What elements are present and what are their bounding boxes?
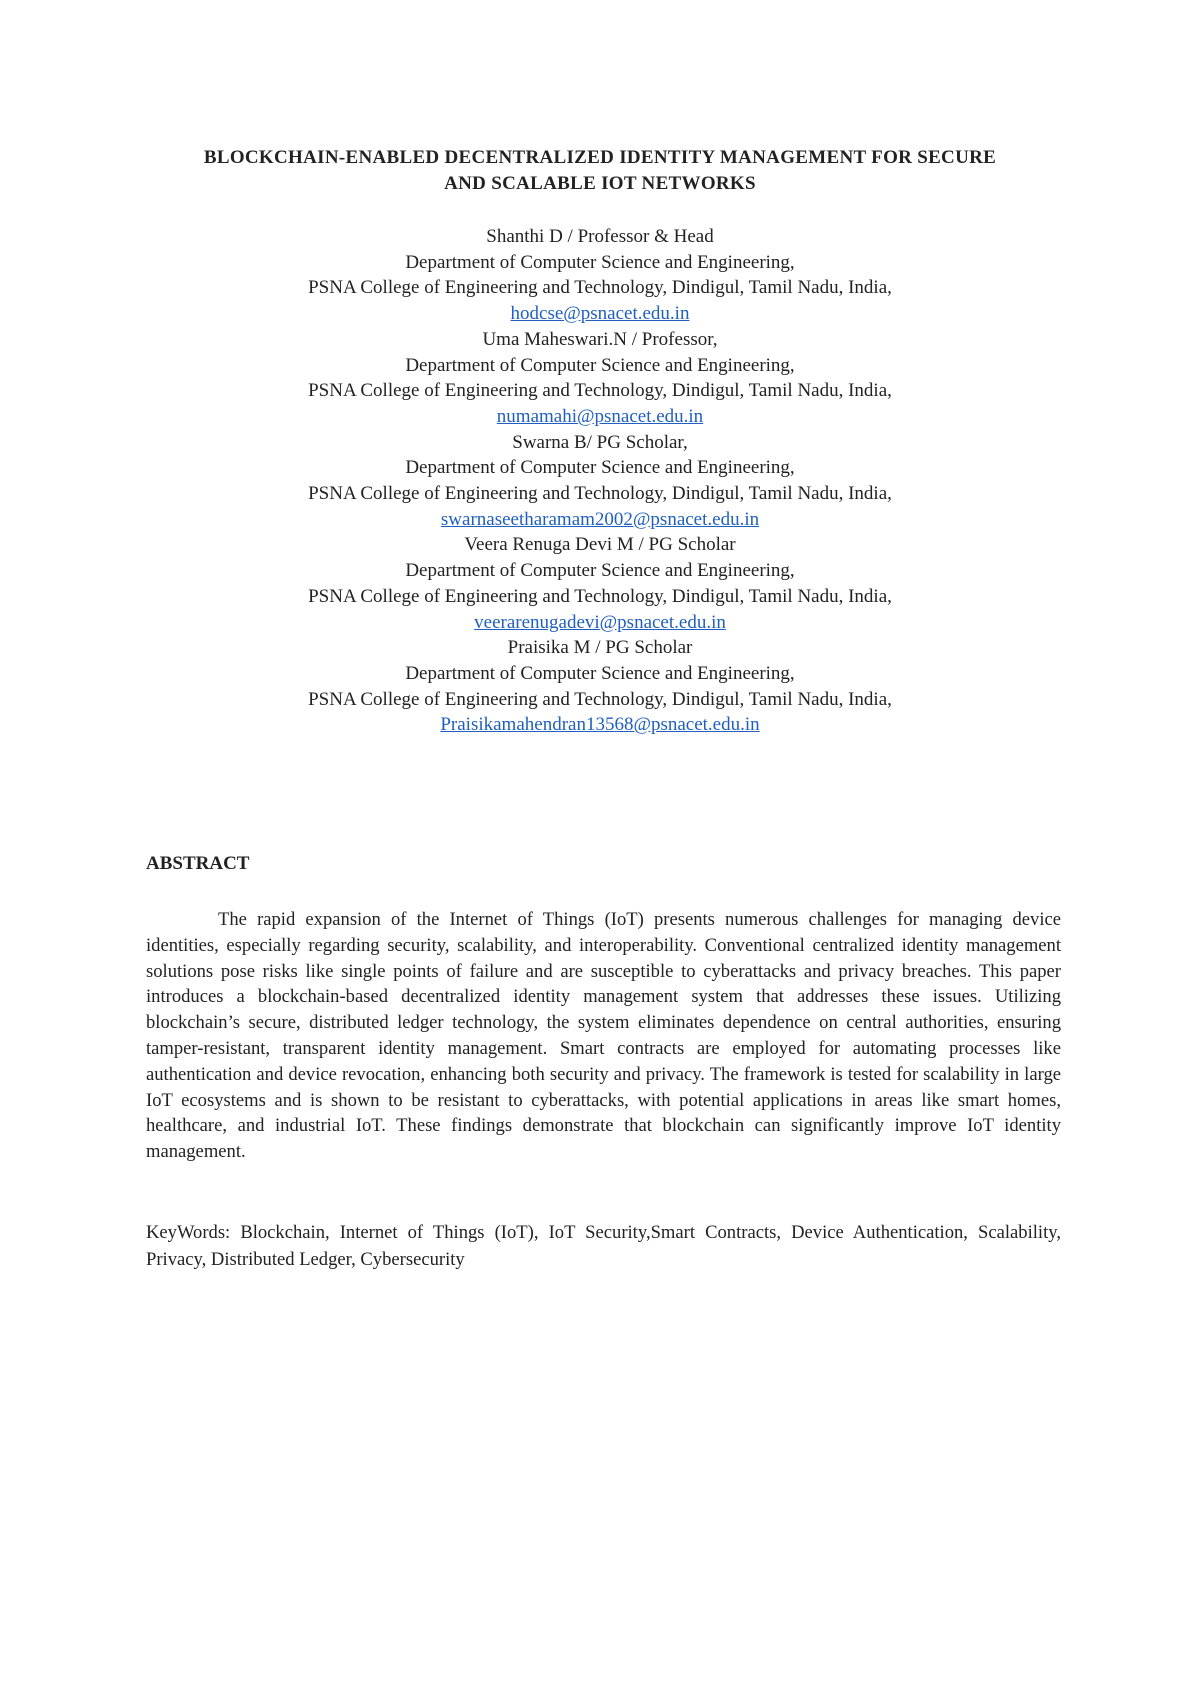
author-name: Praisika M / PG Scholar <box>507 637 693 659</box>
author-college: PSNA College of Engineering and Technology, Dindigul, Tamil Nadu, India, <box>308 277 892 299</box>
author-department: Department of Computer Science and Engineering, <box>405 560 795 582</box>
author-list <box>140 224 1060 738</box>
author-department: Department of Computer Science and Engineering, <box>405 251 795 273</box>
author-department: Department of Computer Science and Engineering, <box>405 354 795 376</box>
author-email-link[interactable]: veerarenugadevi@psnacet.edu.in <box>474 611 726 633</box>
author-name: Veera Renuga Devi M / PG Scholar <box>464 534 736 556</box>
author-email-link[interactable]: swarnaseetharamam2002@psnacet.edu.in <box>440 508 760 530</box>
abstract-heading: ABSTRACT <box>146 853 250 874</box>
author-email-link[interactable]: Praisikamahendran13568@psnacet.edu.in <box>440 714 760 736</box>
author-name: Swarna B/ PG Scholar, <box>512 431 688 453</box>
abstract-body: The rapid expansion of the Internet of Things (IoT) presents numerous challenges for managing device identities, especially regarding security, scalability, and interoperability. Conventional centralized identity management solutions pose risks like single points of failure and are susceptible to cyberattacks and privacy breaches. This paper introduces a blockchain-based decentralized identity management system that addresses these issues. Utilizing blockchain’s secure, distributed ledger technology, the system eliminates dependence on central authorities, ensuring tamper-resistant, transparent identity management. Smart contracts are employed for automating processes like authentication and device revocation, enhancing both security and privacy. The framework is tested for scalability in large IoT ecosystems and is shown to be resistant to cyberattacks, with potential applications in areas like smart homes, healthcare, and industrial IoT. These findings demonstrate that blockchain can significantly improve IoT identity management. <box>146 909 1061 1163</box>
author-email-link[interactable]: numamahi@psnacet.edu.in <box>496 405 704 427</box>
title-line-2: AND SCALABLE IOT NETWORKS <box>444 173 756 194</box>
title-line-1: BLOCKCHAIN-ENABLED DECENTRALIZED IDENTITY MANAGEMENT FOR SECURE <box>203 147 997 168</box>
author-department: Department of Computer Science and Engineering, <box>405 457 795 479</box>
author-email-link[interactable]: hodcse@psnacet.edu.in <box>510 303 690 325</box>
keywords: KeyWords: Blockchain, Internet of Things (IoT), IoT Security,Smart Contracts, Device Authentication, Scalability, Privacy, Distributed Ledger, Cybersecurity <box>146 1222 1061 1270</box>
author-college: PSNA College of Engineering and Technology, Dindigul, Tamil Nadu, India, <box>308 380 892 402</box>
paper-title <box>140 145 1060 197</box>
author-name: Shanthi D / Professor & Head <box>486 226 714 247</box>
author-college: PSNA College of Engineering and Technology, Dindigul, Tamil Nadu, India, <box>308 585 892 607</box>
author-name: Uma Maheswari.N / Professor, <box>482 328 718 350</box>
author-department: Department of Computer Science and Engineering, <box>405 662 795 684</box>
author-college: PSNA College of Engineering and Technology, Dindigul, Tamil Nadu, India, <box>308 483 892 505</box>
author-college: PSNA College of Engineering and Technology, Dindigul, Tamil Nadu, India, <box>308 688 892 710</box>
